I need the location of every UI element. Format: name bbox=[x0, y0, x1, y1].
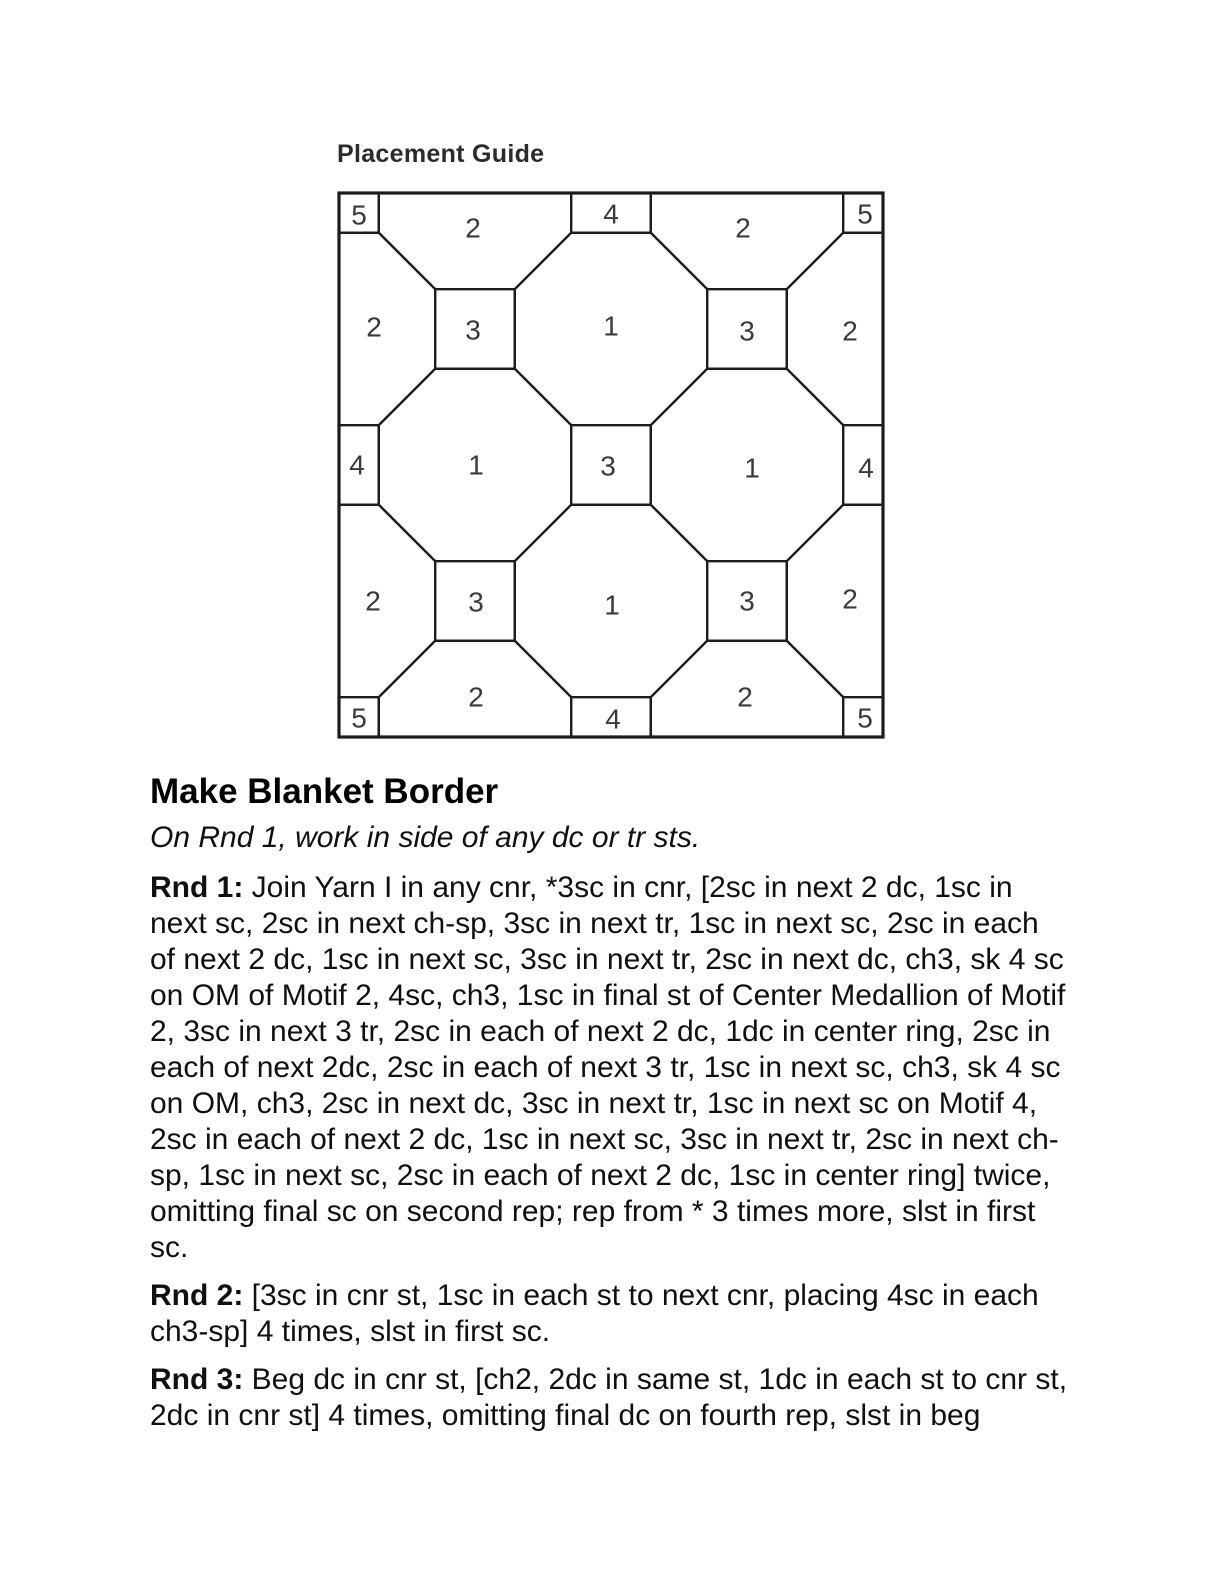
motif-number-label: 3 bbox=[465, 314, 481, 346]
motif-number-label: 5 bbox=[857, 702, 873, 734]
rounds-list bbox=[150, 870, 1070, 1434]
round-paragraph: Rnd 1: Join Yarn I in any cnr, *3sc in cnr, [2sc in next 2 dc, 1sc in next sc, 2sc in next ch-sp, 3sc in next tr, 1sc in next sc, 2sc in each of next 2 dc, 1sc in next sc, 3sc in next tr, 2sc in next dc, ch3, sk 4 sc on OM of Motif 2, 4sc, ch3, 1sc in final st of Center Medallion of Motif 2, 3sc in next 3 tr, 2sc in each of next 2 dc, 1dc in center ring, 2sc in each of next 2dc, 2sc in each of next 3 tr, 1sc in next sc, ch3, sk 4 sc on OM, ch3, 2sc in next dc, 3sc in next tr, 1sc in next sc on Motif 4, 2sc in each of next 2 dc, 1sc in next sc, 3sc in next tr, 2sc in next ch-sp, 1sc in next sc, 2sc in each of next 2 dc, 1sc in center ring] twice, omitting final sc on second rep; rep from * 3 times more, slst in first sc. bbox=[150, 871, 1066, 1264]
motif-number-label: 2 bbox=[366, 311, 382, 343]
motif-number-label: 1 bbox=[468, 449, 484, 481]
round-label: Rnd 3: bbox=[150, 1363, 244, 1396]
placement-guide-diagram bbox=[331, 185, 891, 745]
motif-number-label: 1 bbox=[744, 452, 760, 484]
motif-number-label: 2 bbox=[842, 583, 858, 615]
motif-number-label: 2 bbox=[842, 315, 858, 347]
motif-number-label: 5 bbox=[857, 198, 873, 230]
motif-number-label: 4 bbox=[603, 198, 619, 230]
motif-number-label: 2 bbox=[365, 585, 381, 617]
motif-number-label: 5 bbox=[351, 199, 367, 231]
instructions-section bbox=[150, 772, 1070, 1446]
motif-number-label: 1 bbox=[603, 310, 619, 342]
round-label: Rnd 1: bbox=[150, 871, 244, 904]
round-paragraph: Rnd 3: Beg dc in cnr st, [ch2, 2dc in same st, 1dc in each st to cnr st, 2dc in cnr st] 4 times, omitting final dc on fourth rep, slst in beg bbox=[150, 1363, 1068, 1432]
round-paragraph: Rnd 2: [3sc in cnr st, 1sc in each st to next cnr, placing 4sc in each ch3-sp] 4 times, slst in first sc. bbox=[150, 1279, 1039, 1348]
motif-number-label: 2 bbox=[737, 681, 753, 713]
motif-number-label: 3 bbox=[739, 585, 755, 617]
motif-number-label: 4 bbox=[349, 449, 365, 481]
motif-number-label: 4 bbox=[858, 452, 874, 484]
motif-number-label: 2 bbox=[468, 681, 484, 713]
round-1-note: On Rnd 1, work in side of any dc or tr sts. bbox=[150, 821, 701, 854]
motif-number-label: 2 bbox=[735, 212, 751, 244]
motif-number-label: 3 bbox=[739, 315, 755, 347]
motif-number-label: 3 bbox=[468, 586, 484, 618]
motif-number-label: 1 bbox=[604, 589, 620, 621]
placement-guide-title: Placement Guide bbox=[337, 140, 545, 168]
motif-number-label: 4 bbox=[605, 703, 621, 735]
round-label: Rnd 2: bbox=[150, 1279, 244, 1312]
motif-number-label: 2 bbox=[465, 212, 481, 244]
section-heading: Make Blanket Border bbox=[150, 772, 499, 811]
motif-number-label: 5 bbox=[351, 702, 367, 734]
motif-number-label: 3 bbox=[600, 450, 616, 482]
